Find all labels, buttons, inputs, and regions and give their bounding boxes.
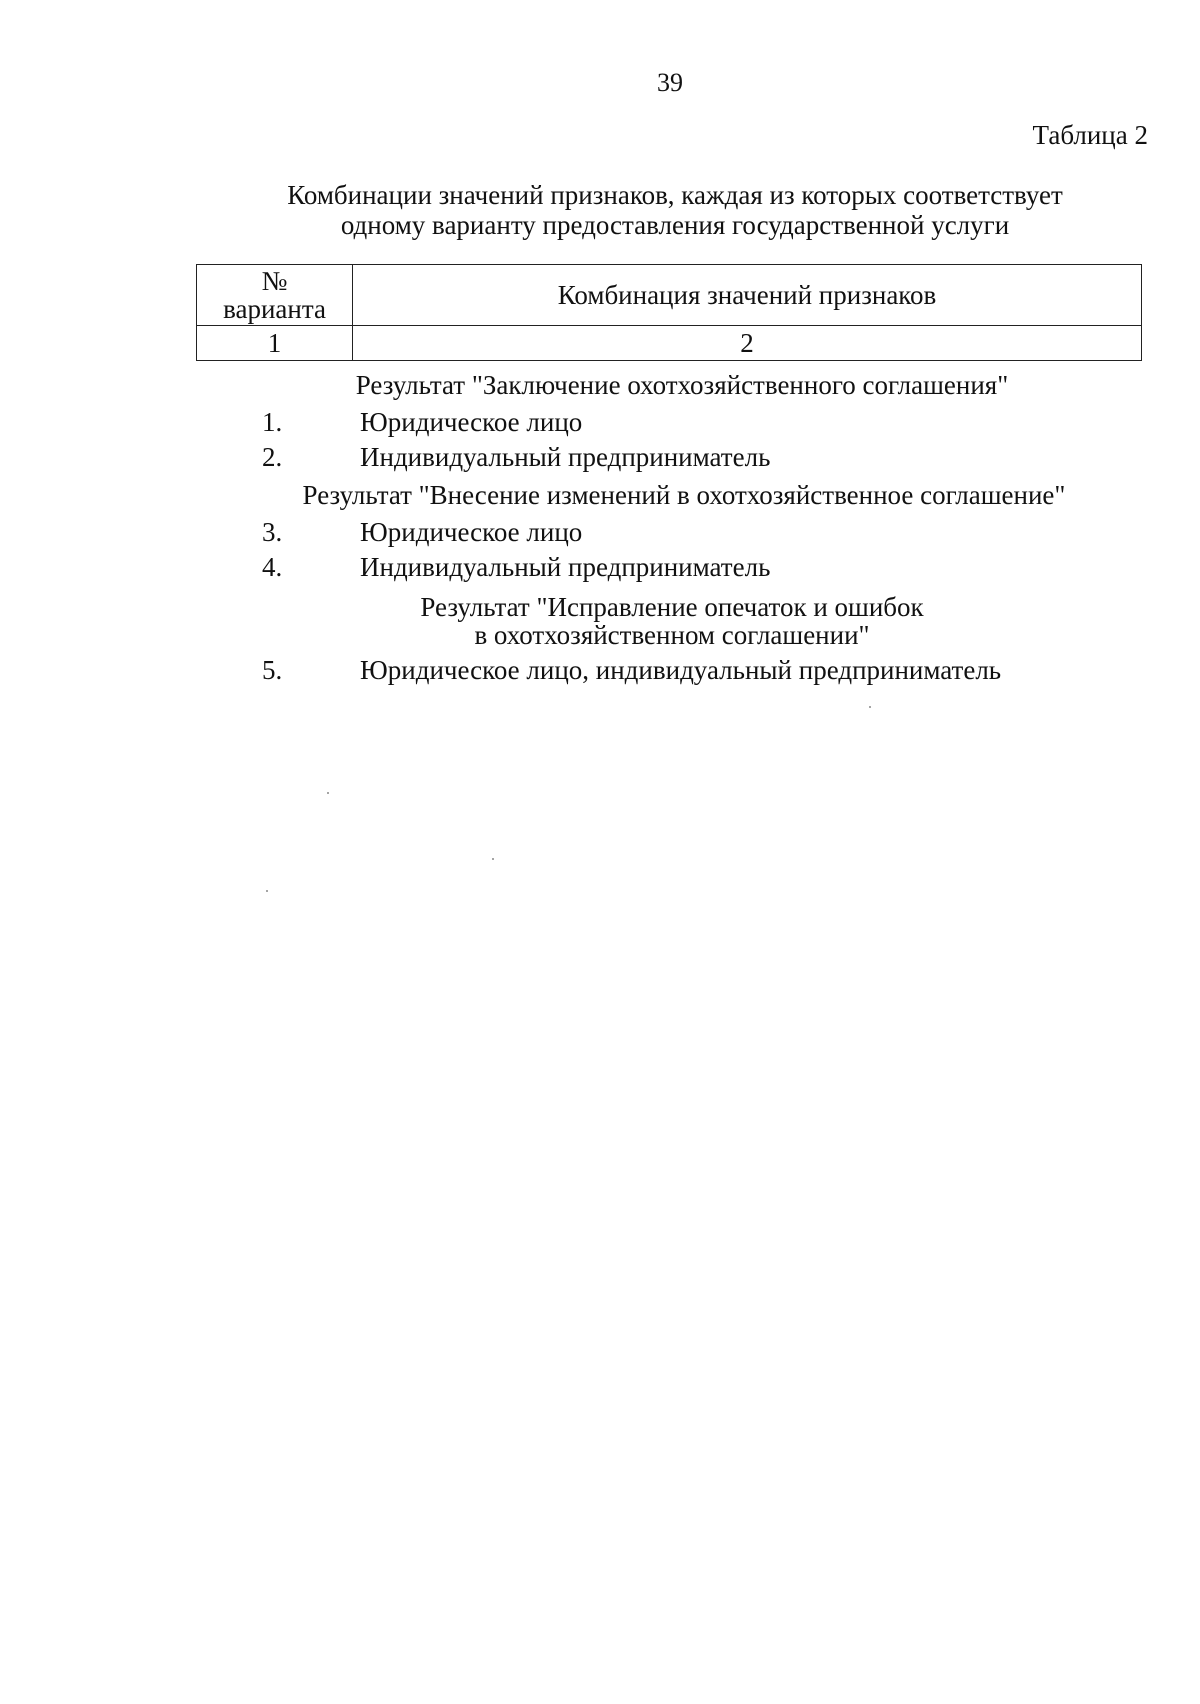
scan-speck: [327, 792, 329, 794]
variants-table: [196, 264, 1142, 361]
item-number: 3.: [262, 517, 283, 547]
index-cell-1: 1: [197, 326, 353, 361]
table-label: Таблица 2: [1032, 120, 1148, 150]
item-number: 2.: [262, 442, 283, 472]
list-item: [262, 653, 1001, 687]
caption-line-1: Комбинации значений признаков, каждая из которых соответствует: [287, 180, 1063, 210]
corrections-heading-line-2: в охотхозяйственном соглашении": [474, 620, 870, 650]
header-variant-number: [197, 265, 353, 326]
item-text: Индивидуальный предприниматель: [360, 442, 771, 472]
item-number: 1.: [262, 407, 283, 437]
item-text: Юридическое лицо: [360, 407, 583, 437]
result-heading-corrections: [262, 593, 1082, 649]
header-number-sign: №: [261, 266, 288, 296]
list-item: [262, 515, 582, 549]
table-header-row: [197, 265, 1142, 326]
corrections-heading-line-1: Результат "Исправление опечаток и ошибок: [420, 592, 924, 622]
table-index-row: [197, 326, 1142, 361]
list-item: [262, 550, 770, 584]
table-caption: [195, 180, 1155, 240]
scan-speck: [492, 858, 494, 860]
list-item: [262, 405, 582, 439]
list-item: [262, 440, 770, 474]
index-cell-2: 2: [353, 326, 1142, 361]
page-number: 39: [657, 68, 683, 97]
scan-speck: [869, 706, 871, 708]
item-number: 4.: [262, 552, 283, 582]
header-combination: Комбинация значений признаков: [353, 265, 1142, 326]
caption-line-2: одному варианту предоставления государственной услуги: [340, 210, 1010, 240]
header-variant-word: варианта: [223, 294, 326, 324]
item-text: Индивидуальный предприниматель: [360, 552, 771, 582]
result-heading-conclusion: Результат "Заключение охотхозяйственного соглашения": [355, 370, 1009, 400]
item-text: Юридическое лицо: [360, 517, 583, 547]
scan-speck: [266, 890, 268, 892]
result-heading-amendment: Результат "Внесение изменений в охотхозяйственное соглашение": [302, 480, 1066, 510]
item-number: 5.: [262, 655, 283, 685]
item-text: Юридическое лицо, индивидуальный предприниматель: [360, 655, 1002, 685]
